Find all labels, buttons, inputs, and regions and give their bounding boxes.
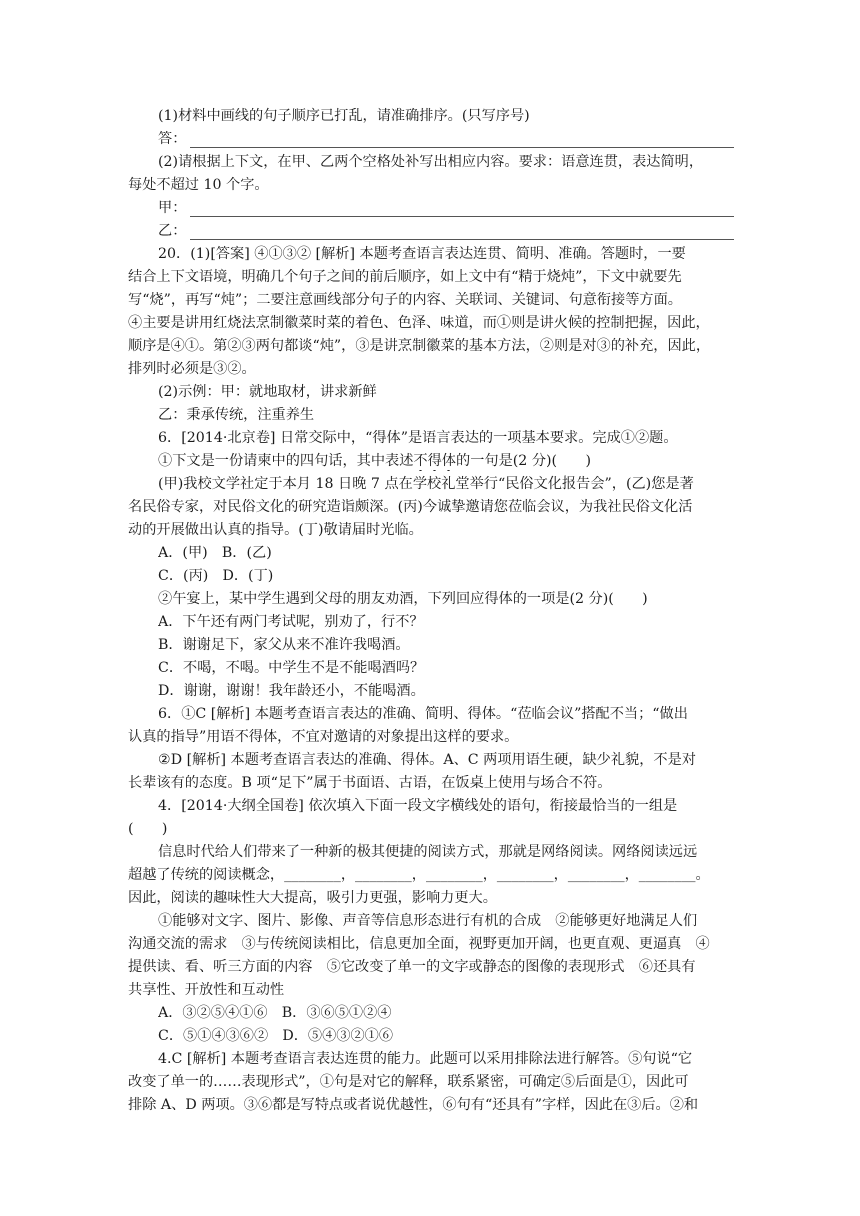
invitation-text: (甲)我校文学社定于本月 18 日晚 7 点在学校礼堂举行“民俗文化报告会”，(乙)您是著 bbox=[158, 476, 694, 492]
answer-4-line: 排除 A、D 两项。③⑥都是写特点或者说优越性，⑥句有“还具有”字样，因此在③后。②和 bbox=[128, 1097, 699, 1113]
answer-20-line: 结合上下文语境，明确几个句子之间的前后顺序，如上文中有“精于烧炖”，下文中就要先 bbox=[128, 269, 682, 285]
question-6-sub2: ②午宴上，某中学生遇到父母的朋友劝酒，下列回应得体的一项是(2 分)( ) bbox=[158, 591, 648, 607]
answer-label: 答： bbox=[158, 131, 187, 147]
emphasis-char: 得 bbox=[427, 453, 442, 469]
answer-20-line: 排列时必须是③②。 bbox=[128, 361, 256, 377]
answer-20-line: 顺序是④①。第②③两句都谈“炖”，③是讲烹制徽菜的基本方法，②则是对③的补充，因此， bbox=[128, 338, 711, 354]
option-line: A．③②⑤④①⑥ B．③⑥⑤①②④ bbox=[158, 1005, 392, 1021]
passage-blanks-line: 超越了传统的阅读概念，________，________，________，________，________，________。 bbox=[128, 867, 710, 883]
option-line: D．谢谢，谢谢！我年龄还小，不能喝酒。 bbox=[158, 683, 425, 699]
answer-6-line: 长辈该有的态度。B 项“足下”属于书面语、古语，在饭桌上使用与场合不符。 bbox=[128, 775, 612, 791]
option-line: B．谢谢足下，家父从来不准许我喝酒。 bbox=[158, 637, 410, 653]
emphasis-char: 不 bbox=[413, 453, 428, 469]
yi-blank-line[interactable] bbox=[190, 239, 734, 240]
jia-label: 甲： bbox=[158, 200, 187, 216]
answer-6-line: 6．①C [解析] 本题考查语言表达的准确、简明、得体。“莅临会议”搭配不当；“做出 bbox=[158, 706, 688, 722]
answer-20-line: 写“烧”，再写“炖”；二要注意画线部分句子的内容、关联词、关键词、句意衔接等方面。 bbox=[128, 292, 682, 308]
sentence-options-line: 共享性、开放性和互动性 bbox=[128, 982, 285, 998]
option-line: C．(丙) D．(丁) bbox=[158, 568, 274, 584]
jia-blank-line[interactable] bbox=[190, 216, 734, 217]
emphasis-char: 体 bbox=[441, 453, 456, 469]
option-line: A．(甲) B．(乙) bbox=[158, 545, 272, 561]
question-1-prompt: (1)材料中画线的句子顺序已打乱，请准确排序。(只写序号) bbox=[158, 108, 530, 124]
question-2-prompt-cont: 每处不超过 10 个字。 bbox=[128, 177, 269, 193]
option-line: C．⑤①④③⑥② D．⑤④③②①⑥ bbox=[158, 1028, 394, 1044]
option-line: C．不喝，不喝。中学生不是不能喝酒吗？ bbox=[158, 660, 425, 676]
invitation-text: 名民俗专家，对民俗文化的研究造诣颇深。(丙)今诚挚邀请您莅临会议，为我社民俗文化活 bbox=[128, 499, 693, 515]
answer-20-example: (2)示例：甲：就地取材，讲求新鲜 bbox=[158, 384, 377, 400]
option-line: A．下午还有两门考试呢，别劝了，行不？ bbox=[158, 614, 424, 630]
question-2-prompt: (2)请根据上下文，在甲、乙两个空格处补写出相应内容。要求：语意连贯，表达简明， bbox=[158, 154, 704, 170]
question-6-sub1: ①下文是一份请柬中的四句话，其中表述不得体的一句是(2 分)( ) bbox=[158, 453, 591, 469]
answer-20-line: ④主要是讲用红烧法烹制徽菜时菜的着色、色泽、味道，而①则是讲火候的控制把握，因此， bbox=[128, 315, 710, 331]
sentence-options-line: 沟通交流的需求 ③与传统阅读相比，信息更加全面，视野更加开阔，也更直观、更逼真 ④ bbox=[128, 936, 710, 952]
question-4-title-cont: ( ) bbox=[128, 821, 168, 837]
answer-20-example: 乙：秉承传统，注重养生 bbox=[158, 407, 315, 423]
answer-6-line: ②D [解析] 本题考查语言表达的准确、得体。A、C 两项用语生硬，缺少礼貌，不是对 bbox=[158, 752, 696, 768]
answer-6-line: 认真的指导”用语不得体，不宜对邀请的对象提出这样的要求。 bbox=[128, 729, 519, 745]
answer-blank-line[interactable] bbox=[190, 147, 734, 148]
answer-4-line: 改变了单一的……表现形式”，①句是对它的解释，联系紧密，可确定⑤后面是①，因此可 bbox=[128, 1074, 689, 1090]
invitation-text: 动的开展做出认真的指导。(丁)敬请届时光临。 bbox=[128, 522, 423, 538]
sentence-options-line: ①能够对文字、图片、影像、声音等信息形态进行有机的合成 ②能够更好地满足人们 bbox=[158, 913, 698, 929]
sentence-options-line: 提供读、看、听三方面的内容 ⑤它改变了单一的文字或静态的图像的表现形式 ⑥还具有 bbox=[128, 959, 696, 975]
answer-4-line: 4.C [解析] 本题考查语言表达连贯的能力。此题可以采用排除法进行解答。⑤句说“它 bbox=[158, 1051, 693, 1067]
answer-20-line: 20．(1)[答案] ④①③② [解析] 本题考查语言表达连贯、简明、准确。答题时，一要 bbox=[158, 246, 686, 262]
yi-label: 乙： bbox=[158, 223, 187, 239]
question-6-title: 6．[2014·北京卷] 日常交际中，“得体”是语言表达的一项基本要求。完成①②题。 bbox=[158, 430, 678, 446]
question-4-title: 4．[2014·大纲全国卷] 依次填入下面一段文字横线处的语句，衔接最恰当的一组是 bbox=[158, 798, 678, 814]
passage-line: 信息时代给人们带来了一种新的极其便捷的阅读方式，那就是网络阅读。网络阅读远远 bbox=[158, 844, 698, 860]
passage-line: 因此，阅读的趣味性大大提高，吸引力更强，影响力更大。 bbox=[128, 890, 497, 906]
